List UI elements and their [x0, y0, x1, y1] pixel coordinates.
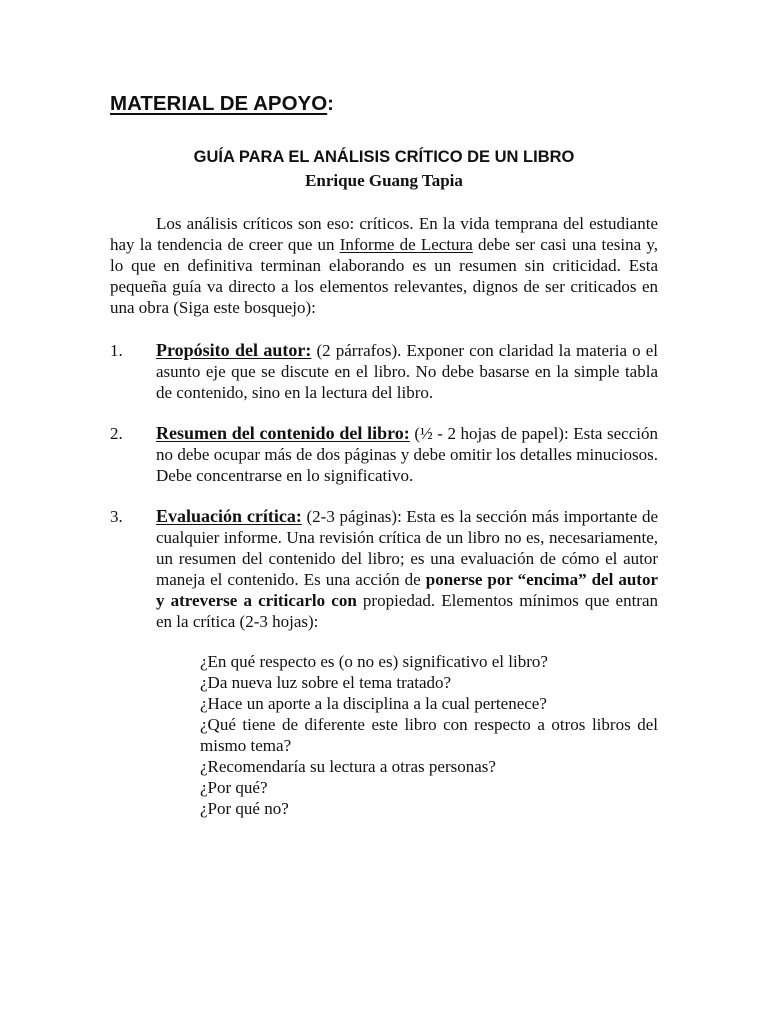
critique-questions-list — [200, 651, 658, 819]
list-item-description: (2-3 páginas): Esta es la sección más importante de cualquier informe. Una revisión crítica de un libro no es, necesariamente, un resumen del contenido del libro; es una evaluación de cómo el autor maneja el contenido. Es una acción de — [156, 507, 658, 589]
list-item-term: Propósito del autor: — [156, 340, 312, 360]
list-item: ¿En qué respecto es (o no es) significativo el libro? — [200, 652, 548, 671]
informe-de-lectura-term: Informe de Lectura — [339, 235, 473, 254]
list-item-description: (½ - 2 hojas de papel): Esta sección no debe ocupar más de dos páginas y debe omitir los detalles minuciosos. Debe concentrarse en lo significativo. — [156, 424, 658, 485]
intro-paragraph — [110, 213, 658, 318]
guide-title: GUÍA PARA EL ANÁLISIS CRÍTICO DE UN LIBRO — [193, 148, 575, 166]
heading-colon: : — [327, 92, 334, 115]
list-item-term: Evaluación crítica: — [156, 506, 302, 526]
heading-main: MATERIAL DE APOYO — [110, 92, 328, 115]
list-item-description: (2 párrafos). Exponer con claridad la materia o el asunto eje que se discute en el libro. No debe basarse en la simple tabla de contenido, sino en la lectura del libro. — [156, 341, 658, 402]
list-item: ¿Hace un aporte a la disciplina a la cual pertenece? — [200, 694, 547, 713]
list-item-number: 2. — [110, 424, 123, 443]
author-name: Enrique Guang Tapia — [305, 171, 463, 190]
intro-text-end: debe ser casi una tesina y, lo que en definitiva terminan elaborando es un resumen sin criticidad. Esta pequeña guía va directo a los elementos relevantes, dignos de ser criticados en una obra (Siga este bosquejo): — [110, 235, 659, 317]
list-item: ¿Qué tiene de diferente este libro con respecto a otros libros del mismo tema? — [200, 715, 658, 755]
list-item-term: Resumen del contenido del libro: — [156, 423, 410, 443]
list-item-number: 1. — [110, 341, 123, 360]
list-item-number: 3. — [110, 507, 123, 526]
list-item-text — [156, 340, 658, 403]
list-item-text — [156, 423, 658, 486]
list-item-text — [156, 506, 658, 632]
list-item-description-end: propiedad. Elementos mínimos que entran en la crítica (2-3 hojas): — [156, 591, 658, 631]
document-heading — [110, 90, 334, 118]
list-item: ¿Da nueva luz sobre el tema tratado? — [200, 673, 452, 692]
list-item: ¿Recomendaría su lectura a otras personas? — [200, 757, 496, 776]
list-item: ¿Por qué no? — [200, 799, 289, 818]
list-item: ¿Por qué? — [200, 778, 268, 797]
list-item-emphasis: ponerse por “encima” del autor y atreverse a criticarlo con — [156, 570, 659, 610]
intro-text-start: Los análisis críticos son eso: críticos. En la vida temprana del estudiante hay la tendencia de creer que un — [110, 214, 658, 254]
